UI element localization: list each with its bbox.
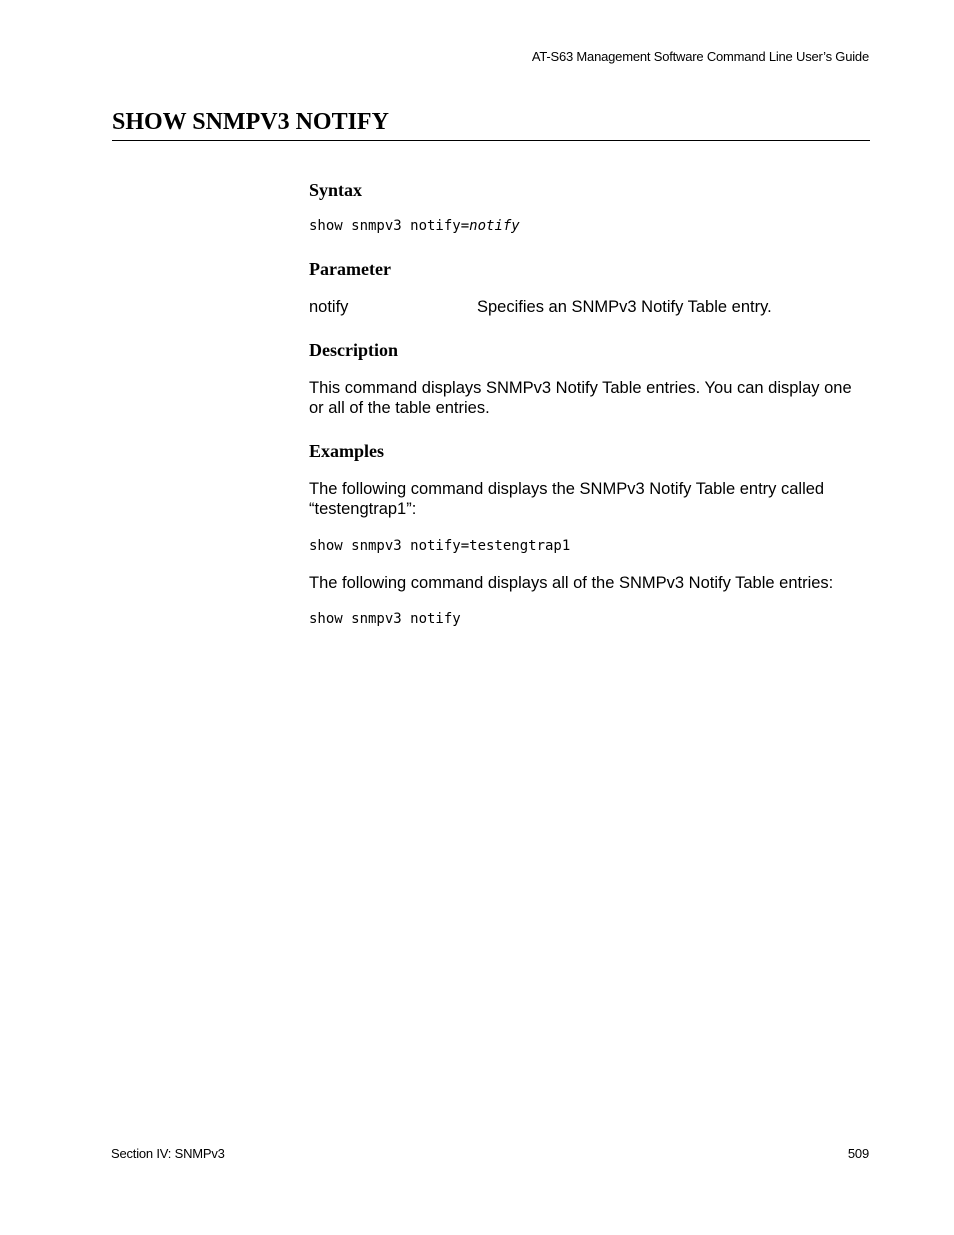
description-heading: Description: [309, 340, 398, 360]
parameter-description: Specifies an SNMPv3 Notify Table entry.: [477, 298, 772, 316]
example1-command: show snmpv3 notify=testengtrap1: [309, 538, 571, 554]
title-rule: [112, 140, 870, 141]
examples-heading: Examples: [309, 441, 385, 461]
page-title: SHOW SNMPV3 NOTIFY: [112, 109, 389, 135]
parameter-name: notify: [309, 298, 349, 316]
syntax-heading: Syntax: [309, 180, 363, 200]
footer-section: Section IV: SNMPv3: [111, 1146, 225, 1161]
syntax-command-prefix: show snmpv3 notify=: [309, 218, 470, 234]
description-text: This command displays SNMPv3 Notify Table entries. You can display one or all of the table entries.: [309, 379, 852, 417]
example1-text: The following command displays the SNMPv3 Notify Table entry called “testengtrap1”:: [309, 480, 825, 518]
example2-command: show snmpv3 notify: [309, 611, 461, 627]
syntax-command: [309, 217, 520, 235]
parameter-heading: Parameter: [309, 259, 391, 279]
running-header: AT-S63 Management Software Command Line User’s Guide: [531, 49, 869, 64]
footer-page-number: 509: [847, 1146, 869, 1161]
syntax-command-variable: notify: [469, 218, 520, 234]
example2-text: The following command displays all of the SNMPv3 Notify Table entries:: [309, 574, 834, 592]
